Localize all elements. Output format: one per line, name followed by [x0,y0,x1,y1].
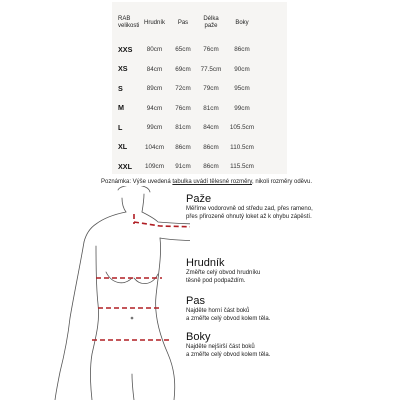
table-row [112,83,287,95]
legend-arm [186,193,313,221]
arm-length-cell: 81cm [203,104,219,112]
size-cell: XXS [118,44,133,54]
table-row [112,161,287,173]
chest-cell: 80cm [146,46,163,54]
size-cell: XL [118,142,128,152]
header-chest: Hrudník [143,19,165,26]
chest-cell: 94cm [146,104,163,112]
legend-chest-line-2: těsně pod podpaždím. [186,278,246,285]
legend-waist-title: Pas [186,295,205,307]
header-waist: Pas [177,19,189,26]
legend-arm-title: Paže [186,193,212,205]
measurement-lines [92,214,190,340]
hips-cell: 110.5cm [230,143,254,151]
chest-cell: 99cm [146,124,163,132]
legend-waist [186,295,270,323]
table-header-row [112,8,287,38]
hips-cell: 90cm [234,65,250,73]
size-note [101,179,400,185]
waist-cell: 81cm [175,124,191,132]
size-cell: XXL [118,161,132,171]
waist-cell: 76cm [175,104,191,112]
table-row [112,142,287,154]
arm-length-cell: 86cm [203,163,219,171]
table-row [112,103,287,115]
chest-cell: 89cm [146,85,163,93]
legend-arm-line-2: přes přirozeně ohnutý loket až k ohybu zápěstí. [186,214,312,221]
header-size: RAB velikosti [118,16,140,29]
hips-cell: 86cm [234,46,250,54]
body-outline [55,186,190,400]
waist-cell: 91cm [175,163,191,171]
legend-hips-line-1: Najděte nejširší část boků [186,344,255,350]
size-cell: M [118,103,124,113]
chest-cell: 104cm [145,143,164,151]
size-cell: XS [118,64,128,74]
size-table [112,2,287,174]
size-cell: S [118,83,123,93]
arm-length-cell: 77.5cm [200,65,222,73]
hips-cell: 95cm [234,85,250,93]
legend-hips-line-2: a změřte celý obvod kolem těla. [186,352,271,359]
note-suffix: , nikoli rozměry oděvu. [252,179,313,185]
legend-chest-title: Hrudník [186,257,225,269]
arm-length-cell: 86cm [203,143,219,151]
arm-length-cell: 76cm [203,46,219,54]
waist-cell: 86cm [175,143,191,151]
waist-cell: 65cm [175,46,191,54]
waist-cell: 72cm [175,85,191,93]
table-row [112,122,287,134]
arm-length-cell: 84cm [203,124,219,132]
hips-cell: 99cm [234,104,250,112]
legend-hips-title: Boky [186,331,211,343]
table-row [112,44,287,56]
legend-chest-line-1: Změřte celý obvod hrudníku [186,270,261,276]
header-hips: Boky [235,19,249,26]
note-underlined: tabulka uvádí tělesné rozměry [172,179,252,185]
note-prefix: Poznámka: Výše uvedená [101,179,173,185]
legend-waist-line-1: Najděte horní část boků [186,308,250,314]
legend-chest [186,257,260,285]
header-arm-length: Délka paže [203,16,219,29]
legend-waist-line-2: a změřte celý obvod kolem těla. [186,316,271,323]
chest-cell: 109cm [145,163,164,171]
hips-cell: 105.5cm [229,124,255,132]
arm-length-cell: 79cm [203,85,219,93]
legend-hips [186,331,270,359]
body-measurement-figure [0,186,190,400]
legend-arm-line-1: Měříme vodorovně od středu zad, přes rameno, [186,206,313,212]
size-cell: L [118,122,123,132]
hips-cell: 115.5cm [230,163,254,171]
waist-cell: 69cm [175,65,191,73]
chest-cell: 84cm [146,65,163,73]
table-row [112,64,287,76]
